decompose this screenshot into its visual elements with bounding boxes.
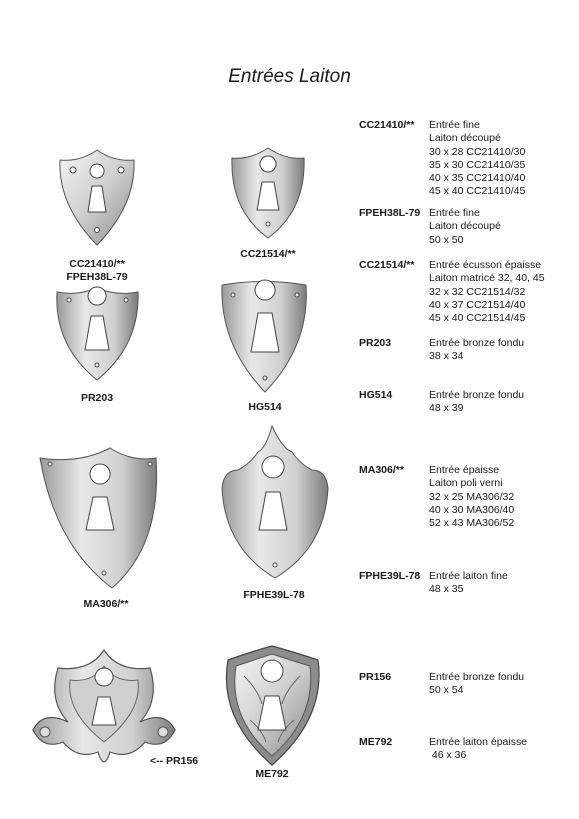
caption-hg514: HG514 (248, 401, 282, 413)
desc-line: Entrée bronze fondu (429, 671, 525, 683)
desc-line: Laiton matricé 32, 40, 45 (429, 272, 545, 285)
escutcheon-pr203-image (57, 287, 138, 380)
caption-line: CC21410/** (69, 258, 125, 270)
desc-line: Entrée bronze fondu (429, 337, 525, 349)
desc-line: 40 x 30 MA306/40 (429, 503, 515, 516)
desc-line: 40 x 35 CC21410/40 (429, 172, 526, 185)
desc-line: Laiton découpé (429, 132, 501, 145)
product-code: PR156 (359, 671, 392, 683)
desc-line: 52 x 43 MA306/52 (429, 517, 515, 530)
product-description (429, 464, 514, 530)
escutcheon-cc21410-image (60, 150, 134, 245)
page-title: Entrées Laiton (228, 66, 351, 87)
desc-line: Entrée écusson épaisse (429, 259, 542, 271)
caption-cc21514: CC21514/** (240, 248, 296, 260)
desc-line: Entrée laiton fine (429, 570, 508, 582)
desc-line: 48 x 35 (429, 583, 464, 596)
desc-line: 35 x 30 CC21410/35 (429, 158, 526, 171)
desc-line: Entrée fine (429, 119, 480, 131)
desc-line: Laiton poli verni (429, 477, 503, 490)
product-code: CC21410/** (359, 119, 415, 131)
escutcheon-hg514-image (222, 280, 306, 392)
product-description (429, 337, 524, 364)
product-code: PR203 (359, 337, 392, 349)
desc-line: Entrée bronze fondu (429, 389, 525, 401)
product-description (429, 736, 527, 763)
caption-ma306: MA306/** (83, 598, 129, 610)
desc-line: 32 x 32 CC21514/32 (429, 285, 526, 298)
caption-pr156: <-- PR156 (150, 755, 199, 767)
escutcheon-pr156-image (33, 650, 175, 762)
desc-line: 32 x 25 MA306/32 (429, 490, 515, 503)
desc-line: 45 x 40 CC21410/45 (429, 185, 526, 198)
desc-line: 50 x 54 (429, 684, 464, 697)
desc-line: Laiton découpé (429, 220, 501, 233)
product-description (429, 389, 524, 416)
product-code: FPHE39L-78 (359, 570, 421, 582)
caption-line: FPEH38L-79 (66, 271, 128, 283)
product-description (429, 259, 545, 325)
desc-line: 38 x 34 (429, 350, 464, 363)
product-description (429, 570, 508, 597)
desc-line: 46 x 36 (429, 749, 467, 762)
product-code: ME792 (359, 736, 393, 748)
product-code: HG514 (359, 389, 393, 401)
desc-line: 40 x 37 CC21514/40 (429, 298, 526, 311)
desc-line: 50 x 50 (429, 233, 464, 246)
product-description (429, 207, 501, 247)
escutcheon-me792-image (226, 646, 319, 765)
product-description (429, 671, 524, 698)
product-code: CC21514/** (359, 259, 415, 271)
desc-line: 45 x 40 CC21514/45 (429, 312, 526, 325)
escutcheon-fphe39l-image (222, 426, 328, 578)
caption-me792: ME792 (255, 768, 289, 780)
desc-line: Entrée épaisse (429, 464, 500, 476)
product-code: FPEH38L-79 (359, 207, 421, 219)
product-description (429, 119, 525, 199)
caption-cc21410 (45, 258, 149, 284)
desc-line: Entrée laiton épaisse (429, 736, 528, 748)
escutcheon-ma306-image (40, 448, 157, 588)
desc-line: 30 x 28 CC21410/30 (429, 145, 526, 158)
caption-fphe39l: FPHE39L-78 (243, 589, 305, 601)
escutcheon-cc21514-image (232, 148, 304, 238)
caption-pr203: PR203 (80, 392, 114, 404)
product-code: MA306/** (359, 464, 404, 476)
desc-line: 48 x 39 (429, 402, 464, 415)
desc-line: Entrée fine (429, 207, 480, 219)
